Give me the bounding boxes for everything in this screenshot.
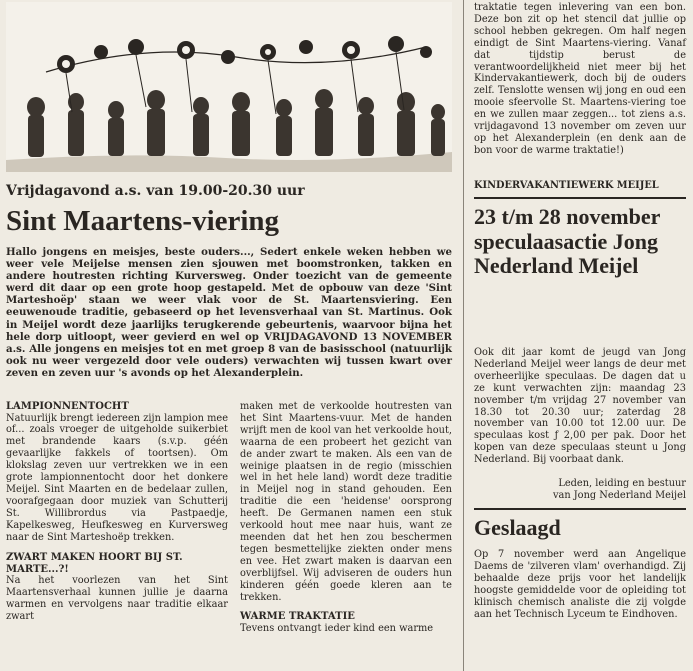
speculaasactie-headline: 23 t/m 28 november speculaasactie Jong Nederland Meijel [474,204,660,278]
lantern-procession-illustration [6,2,452,172]
kindervakantiewerk-text: traktatie tegen inlevering van een bon. Deze bon zit op het stencil dat jullie op school hebben gekregen. Om half negen eindigt de Sint Maartens-viering. Vanaf dat tijdstip berust de verantwoordelijkheid niet meer bij het Kindervakantiewerk, doch bij de ouders zelf. Tenslotte wensen wij jong en oud een mooie sfeervolle St. Maartens-viering toe en we zullen maar zeggen... tot ziens a.s. vrijdagavond 13 november om zeven uur op het Alexanderplein (en denk aan de bon voor de warme traktatie!) [474,2,686,156]
right-rule-2 [474,508,686,510]
geslaagd-text: Op 7 november werd aan Angelique Daems de 'zilveren vlam' overhandigd. Zij behaalde deze prijs voor het landelijk hoogste gemiddelde voor de opleiding tot klinisch chemisch analiste die zij volgde aan het Technisch Lyceum te Eindhoven. [474,549,686,620]
speculaasactie-text: Ook dit jaar komt de jeugd van Jong Nederland Meijel weer langs de deur met overheerlijke speculaas. De dagen dat u ze kunt verwachten zijn: maandag 23 november t/m vrijdag 27 november van 18.30 tot 20.30 uur; zaterdag 28 november van 10.00 tot 12.00 uur. De speculaas kost ƒ 2,00 per pak. Door het kopen van deze speculaas steunt u Jong Nederland. Bij voorbaat dank. [474,347,686,466]
warme-traktatie-text: Tevens ontvangt ieder kind een warme [240,622,434,634]
page-title: Sint Maartens-viering [6,205,280,237]
lantern-procession-drawing-icon [6,2,452,172]
zwart-maken-text: Na het voorlezen van het Sint Maartensverhaal kunnen jullie je daarna warmen en vervolgens naar traditie elkaar zwart [6,575,228,623]
lead-kicker: Vrijdagavond a.s. van 19.00-20.30 uur [6,183,305,199]
column-1 [6,401,228,623]
geslaagd-headline: Geslaagd [474,515,561,540]
section-head-warme-traktatie: WARME TRAKTATIE [240,611,355,623]
right-rule-1 [474,197,686,199]
lampionnentocht-text: Natuurlijk brengt iedereen zijn lampion mee of... zoals vroeger de uitgeholde suikerbiet met brandende kaars (s.v.p. géén gevaarlijke fakkels of toortsen). Om klokslag zeven uur vertrekken we in een grote lampionnentocht door het donkere Meijel. Sint Maarten en de bedelaar zullen, voorafgegaan door muziek van Schutterij St. Willibrordus via Pastpaedje, Kapelkesweg, Heufkesweg en Kurversweg naar de Sint Marteshoëp trekken. [6,412,228,543]
column-divider [463,0,464,671]
section-head-lampionnentocht: LAMPIONNENTOCHT [6,401,129,412]
speculaasactie-signature-2: van Jong Nederland Meijel [552,490,686,501]
column-2 [240,401,452,635]
column-2-text: maken met de verkoolde houtresten van het Sint Maartens-vuur. Met de handen wrijft men de kool van het verkoolde hout, waarna de een probeert het gezicht van de ander zwart te maken. Als een van de weinige plaatsen in de regio (misschien wel in het hele land) wordt deze traditie in Meijel nog in stand gehouden. Een traditie die een 'heidense' oorsprong heeft. De Germanen namen een stuk verkoold hout mee naar huis, want ze meenden dat het hen zou beschermen tegen besmettelijke ziekten onder mens en vee. Het zwart maken is daarvan een overblijfsel. Wij adviseren de ouders hun kinderen géén goede kleren aan te trekken. [240,401,452,603]
section-head-zwart-maken: ZWART MAKEN HOORT BIJ ST. MARTE...?! [6,552,183,575]
lead-intro: Hallo jongens en meisjes, beste ouders..., Sedert enkele weken hebben we weer vele Meijelse mensen zien sjouwen met boomstronken, takken en andere houtresten richting Kurversweg. Onder toezicht van de gemeente werd dit daar op een grote hoop gestapeld. Met de opbouw van deze 'Sint Marteshoëp' staan we weer vlak voor de St. Maartensviering. Een eeuwenoude traditie, gebaseerd op het levensverhaal van St. Martinus. Ook in Meijel wordt deze jaarlijks terugkerende gebeurtenis, waarvoor bijna het hele dorp uitloopt, weer gevierd en wel op VRIJDAGAVOND 13 NOVEMBER a.s. Alle jongens en meisjes tot en met groep 8 van de basisschool (natuurlijk ook nu weer vergezeld door vele ouders) verwachten wij tussen kwart over zeven en zeven uur 's avonds op het Alexanderplein. [6,246,452,379]
speculaasactie-signature-1: Leden, leiding en bestuur [558,478,686,489]
kindervakantiewerk-signature: KINDERVAKANTIEWERK MEIJEL [474,180,659,191]
